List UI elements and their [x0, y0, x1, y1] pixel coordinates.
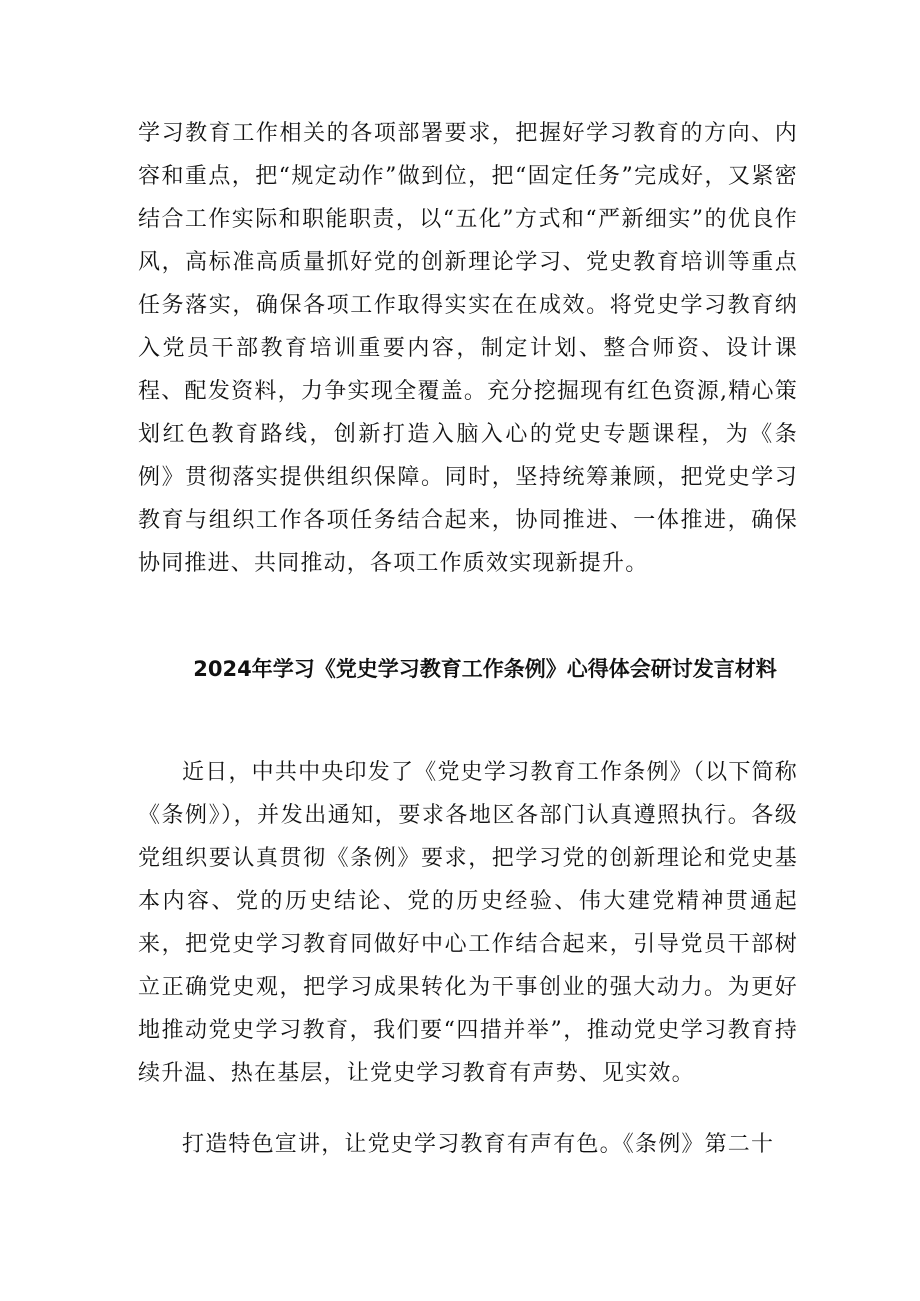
point-one-paragraph: 打造特色宣讲，让党史学习教育有声有色。《条例》第二十 [182, 1132, 775, 1157]
section-title: 2024年学习《党史学习教育工作条例》心得体会研讨发言材料 [193, 657, 777, 681]
intro-paragraph: 近日，中共中央印发了《党史学习教育工作条例》（以下简称《条例》），并发出通知，要求各地区各部门认真遵照执行。各级党组织要认真贯彻《条例》要求，把学习党的创新理论和党史基本内容、党的历史结论、党的历史经验、伟大建党精神贯通起来，把党史学习教育同做好中心工作结合起来，引导党员干部树立正确党史观，把学习成果转化为干事创业的强大动力。为更好地推动党史学习教育，我们要“四措并举”，推动党史学习教育持续升温、热在基层，让党史学习教育有声势、见实效。 [138, 760, 798, 1086]
continued-paragraph: 学习教育工作相关的各项部署要求，把握好学习教育的方向、内容和重点，把“规定动作”做到位，把“固定任务”完成好，又紧密结合工作实际和职能职责，以“五化”方式和“严新细实”的优良作风，高标准高质量抓好党的创新理论学习、党史教育培训等重点任务落实，确保各项工作取得实实在在成效。将党史学习教育纳入党员干部教育培训重要内容，制定计划、整合师资、设计课程、配发资料，力争实现全覆盖。充分挖掘现有红色资源,精心策划红色教育路线，创新打造入脑入心的党史专题课程，为《条例》贯彻落实提供组织保障。同时，坚持统筹兼顾，把党史学习教育与组织工作各项任务结合起来，协同推进、一体推进，确保协同推进、共同推动，各项工作质效实现新提升。 [138, 121, 798, 576]
